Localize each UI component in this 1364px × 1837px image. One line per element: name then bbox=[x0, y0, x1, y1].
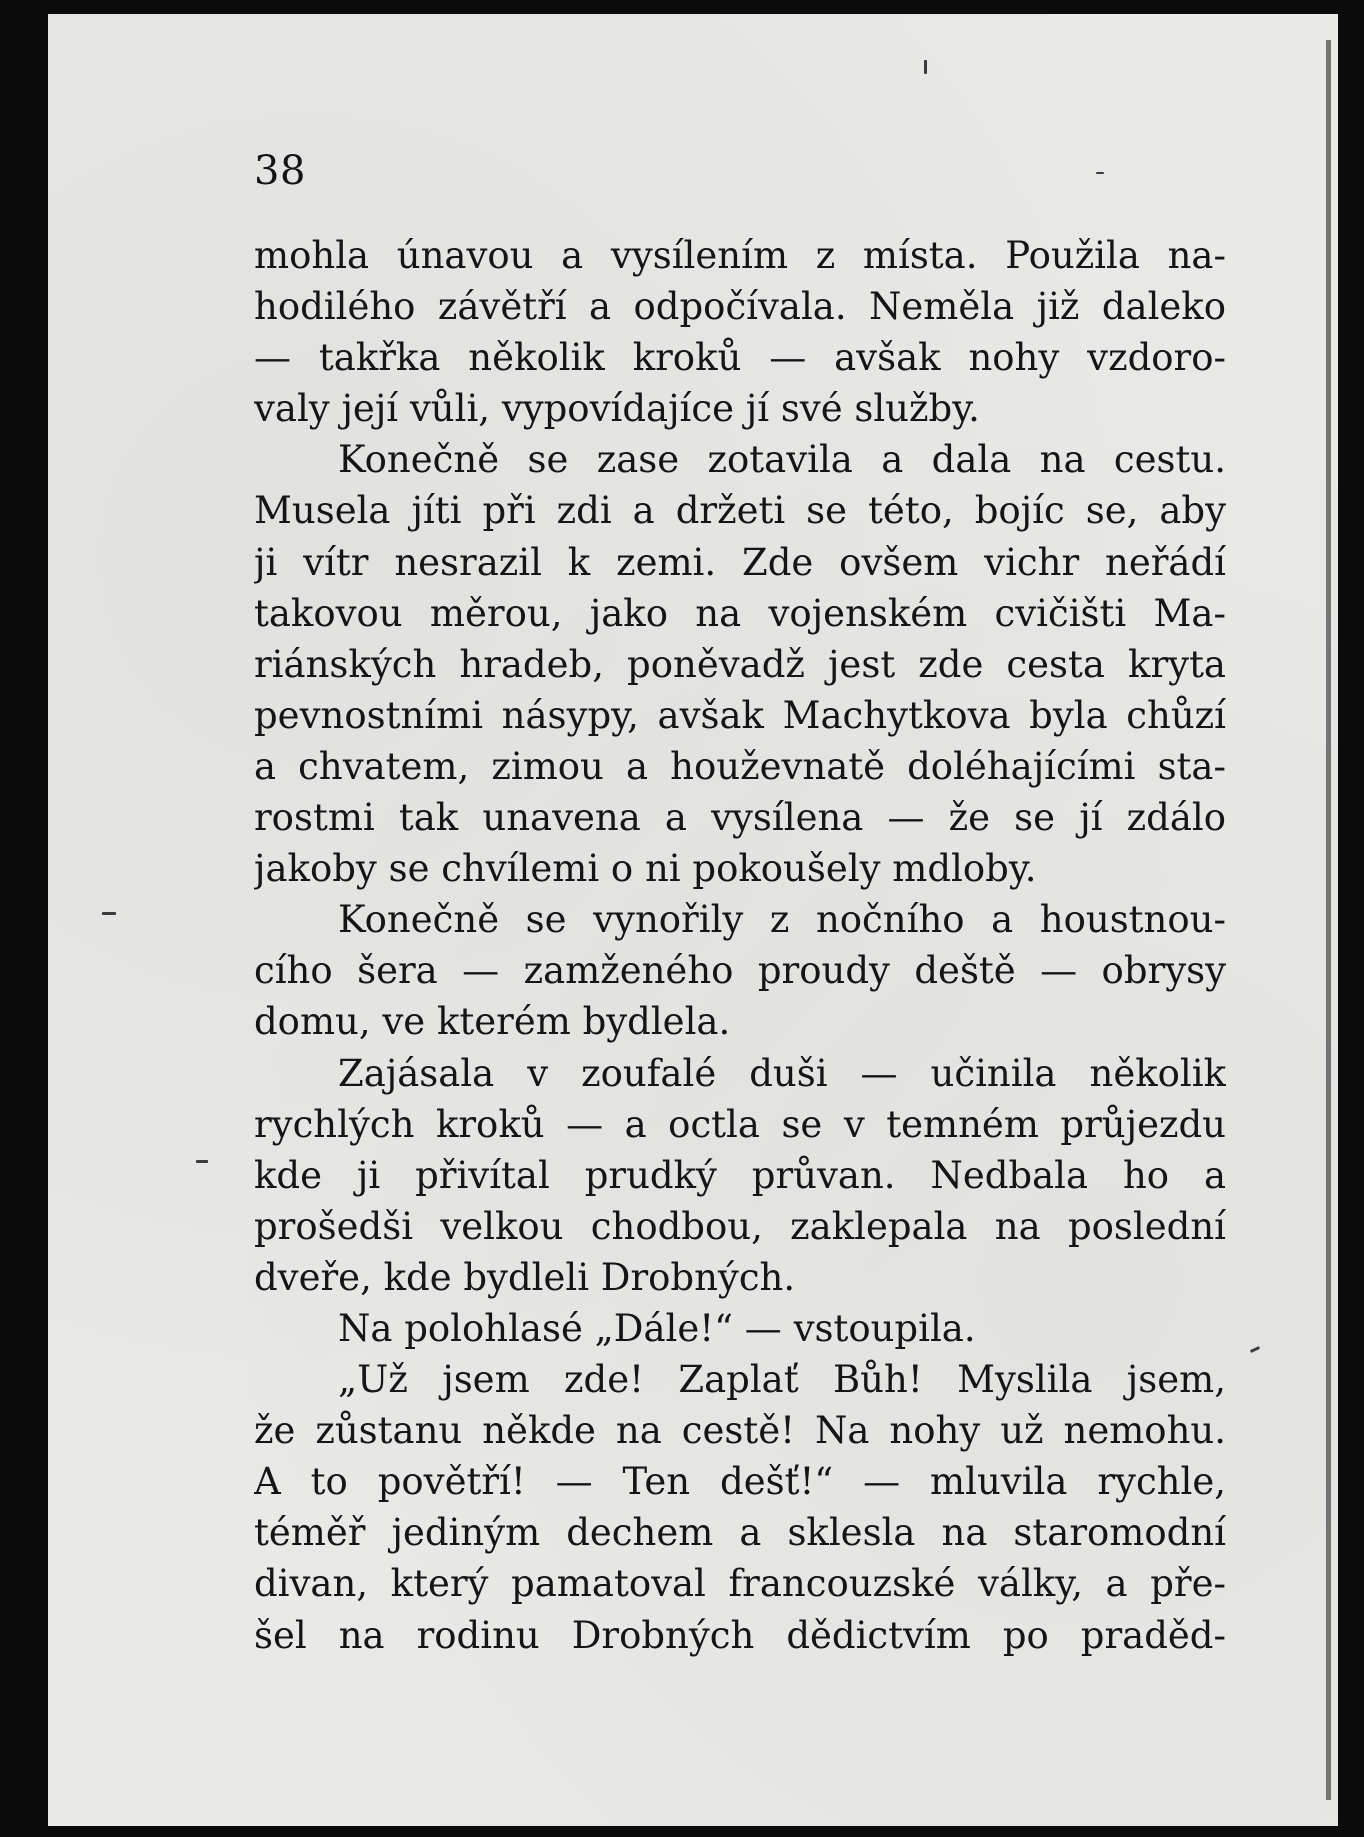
text-line: prošedši velkou chodbou, zaklepala na poslední bbox=[254, 1204, 1226, 1248]
text-line: valy její vůli, vypovídajíce jí své služby. bbox=[254, 387, 980, 431]
paragraph-first-line: Zajásala v zoufalé duši — učinila několik bbox=[338, 1051, 1226, 1095]
paragraph-first-line: Konečně se zase zotavila a dala na cestu. bbox=[338, 438, 1226, 482]
text-line: že zůstanu někde na cestě! Na nohy už nemohu. bbox=[254, 1409, 1226, 1453]
text-line: Musela jíti při zdi a držeti se této, bojíc se, aby bbox=[254, 489, 1226, 533]
text-line: A to povětří! — Ten dešť!“ — mluvila rychle, bbox=[254, 1460, 1226, 1504]
text-line: takovou měrou, jako na vojenském cvičišti Ma- bbox=[254, 591, 1226, 635]
text-line: jakoby se chvílemi o ni pokoušely mdloby. bbox=[254, 847, 1037, 891]
text-line: mohla únavou a vysílením z místa. Použila na- bbox=[254, 234, 1226, 277]
text-line: dveře, kde bydleli Drobných. bbox=[254, 1255, 796, 1299]
text-line: riánských hradeb, poněvadž jest zde cesta kryta bbox=[254, 642, 1226, 686]
scan-speck bbox=[196, 1160, 208, 1163]
text-line: domu, ve kterém bydlela. bbox=[254, 1000, 731, 1044]
text-line: rychlých kroků — a octla se v temném průjezdu bbox=[254, 1102, 1226, 1146]
paragraph-first-line: Konečně se vynořily z nočního a houstnou- bbox=[338, 898, 1226, 942]
scan-speck bbox=[1096, 172, 1104, 174]
text-line: — takřka několik kroků — avšak nohy vzdoro- bbox=[254, 336, 1226, 380]
scan-speck bbox=[924, 60, 927, 74]
text-line: a chvatem, zimou a houževnatě doléhajícími sta- bbox=[254, 744, 1226, 788]
text-line: pevnostními násypy, avšak Machytkova byla chůzí bbox=[254, 693, 1226, 737]
body-text bbox=[254, 230, 1226, 1661]
text-line: cího šera — zamženého proudy deště — obrysy bbox=[254, 949, 1226, 993]
scan-speck bbox=[102, 912, 116, 915]
paragraph-first-line: Na polohlasé „Dále!“ — vstoupila. bbox=[338, 1306, 976, 1350]
text-line: ji vítr nesrazil k zemi. Zde ovšem vichr neřádí bbox=[254, 540, 1226, 584]
paragraph-first-line: „Už jsem zde! Zaplať Bůh! Myslila jsem, bbox=[338, 1358, 1226, 1402]
text-line: šel na rodinu Drobných dědictvím po praděd- bbox=[254, 1613, 1226, 1657]
text-line: téměř jediným dechem a sklesla na staromodní bbox=[254, 1511, 1226, 1555]
page-number: 38 bbox=[254, 148, 306, 194]
text-line: hodilého závětří a odpočívala. Neměla již daleko bbox=[254, 285, 1226, 329]
text-line: divan, který pamatoval francouzské války, a pře- bbox=[254, 1562, 1226, 1606]
text-line: kde ji přivítal prudký průvan. Nedbala ho a bbox=[254, 1153, 1226, 1197]
page-edge-shadow bbox=[1326, 40, 1331, 1800]
text-line: rostmi tak unavena a vysílena — že se jí zdálo bbox=[254, 796, 1226, 840]
